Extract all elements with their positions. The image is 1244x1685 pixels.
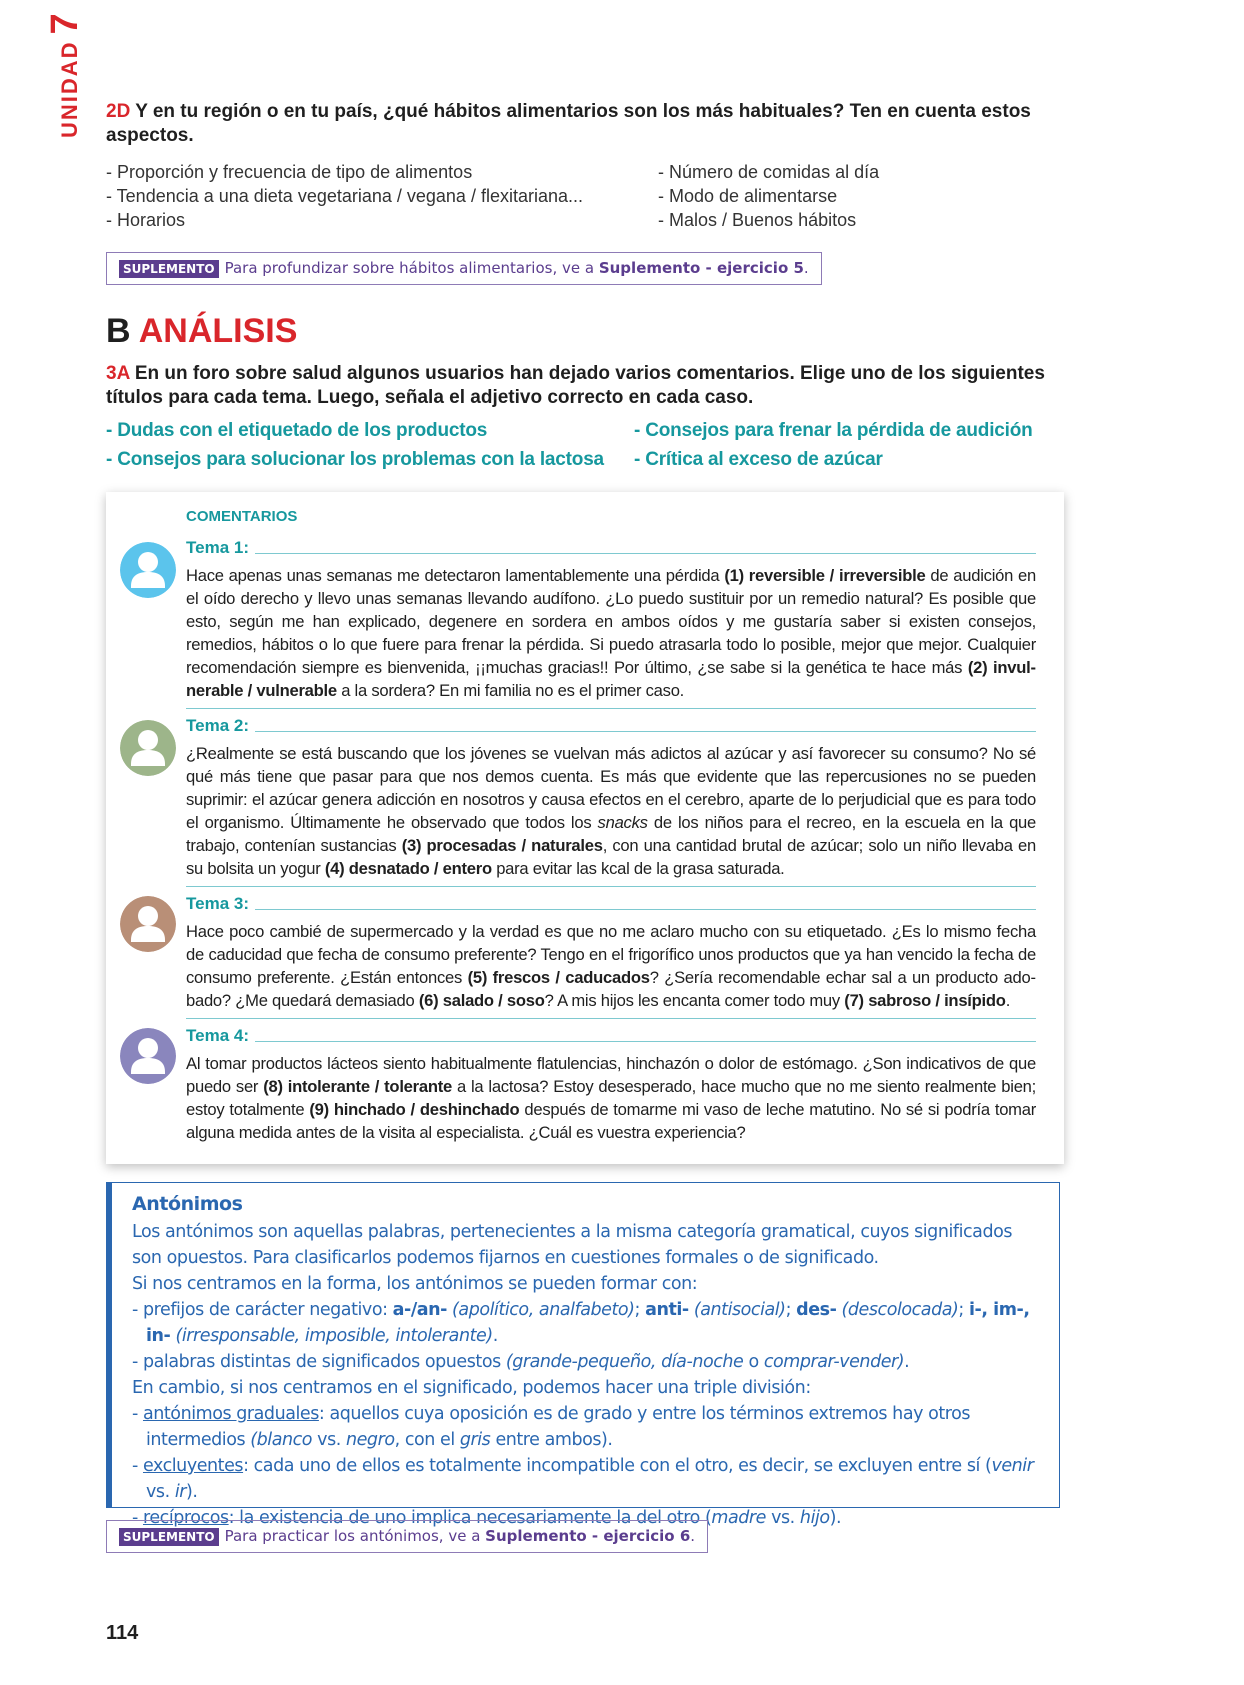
section-b-title [106,312,297,351]
unit-number: 7 [44,13,86,35]
topic-option: - Crítica al exceso de azúcar [634,449,883,470]
tema-label: Tema 1: [186,538,249,557]
comment-tema-4 [186,1024,1036,1144]
divider [186,886,1036,887]
adjective-choice[interactable]: (3) procesadas / naturales [401,836,603,855]
section-word: ANÁLISIS [138,312,298,350]
antonyms-list-item: - palabras distintas de significados opuestos (grande-pequeño, día-noche o comprar-vender). [132,1352,910,1372]
question-number: 3A [106,363,130,384]
adjective-choice[interactable]: (7) sabroso / insípido [844,991,1006,1010]
user-avatar-icon [120,1028,176,1084]
supplement-badge: SUPLEMENTO [119,1528,219,1546]
aspects-right [658,160,879,232]
answer-line[interactable] [255,909,1036,910]
adjective-choice[interactable]: (4) desnatado / entero [324,859,492,878]
user-avatar-icon [120,542,176,598]
supplement-box-2[interactable] [106,1520,708,1553]
aspect-item: - Horarios [106,210,186,230]
topic-option: - Consejos para frenar la pérdida de audición [634,420,1033,441]
aspect-item: - Proporción y frecuencia de tipo de alimentos [106,162,473,182]
user-avatar-icon [120,720,176,776]
supplement-end: . [690,1527,696,1545]
comment-text: ¿Realmente se está buscando que los jóvenes se vuelvan más adictos al azúcar y así favorecer su consumo? No sé qué más tiene que pasar para que nos demos cuenta. Es más que evidente que las repercusiones no se pueden suprimir: el azúcar genera adicción en nosotros y causa efectos en el cerebro, aparte de lo perjudicial que es para todo el organismo. Últimamente he observado que todos los snacks de los niños para el recreo, en la escuela en la que trabajo, contenían sustancias (3) procesadas / naturales, con una cantidad brutal de azúcar; solo un niño llevaba en su bolsita un yogur (4) desnatado / entero para evitar las kcal de la grasa saturada. [186,744,1037,878]
supplement-text: Para profundizar sobre hábitos alimentarios, ve a [224,259,599,277]
topic-option: - Dudas con el etiquetado de los productos [106,420,488,441]
question-text: Y en tu región o en tu país, ¿qué hábitos alimentarios son los más habituales? Ten en cuenta estos aspectos. [106,101,1031,146]
comment-text: Al tomar productos lácteos siento habitualmente flatulencias, hinchazón o dolor de estómago. ¿Son indicativos de que puedo ser (8) intolerante / tolerante a la lactosa? Estoy desesperado, hace mucho que no me siento realmente bien; estoy totalmente (9) hinchado / deshinchado después de tomarme mi vaso de leche matutino. No sé si podría tomar alguna medida antes de la visita al especialista. ¿Cuál es vuestra experiencia? [186,1054,1037,1142]
comment-tema-2 [186,714,1036,880]
adjective-choice[interactable]: (2) invulnerable / vulnerable [186,658,1036,700]
antonyms-list-item: - prefijos de carácter negativo: a-/an- (apolítico, analfabeto); anti- (antisocial); des- (descolocada); i-, im-, in- (irresponsable, imposible, intolerante). [132,1300,1030,1346]
unit-label [44,13,87,138]
page-number: 114 [106,1622,139,1644]
answer-line[interactable] [255,1041,1036,1042]
question-number: 2D [106,101,131,122]
comment-text: Hace poco cambié de supermercado y la verdad es que no me aclaro mucho con su etiquetado. ¿Es lo mismo fecha de caducidad que fecha de consumo preferente? Tengo en el frigorífico unos productos que ya han vencido la fecha de consumo preferente. ¿Están entonces (5) frescos / caducados? ¿Sería recomendable echar sal a un producto adobado? ¿Me quedará demasiado (6) salado / soso? A mis hijos les encanta comer todo muy (7) sabroso / insípido. [186,922,1036,1010]
section-letter: B [106,312,131,350]
antonyms-paragraph: En cambio, si nos centramos en el significado, podemos hacer una triple división: [132,1378,811,1398]
tema-label: Tema 3: [186,894,249,913]
antonyms-paragraph: Si nos centramos en la forma, los antónimos se pueden formar con: [132,1274,698,1294]
topic-option: - Consejos para solucionar los problemas con la lactosa [106,449,604,470]
unit-tab [22,13,86,158]
adjective-choice[interactable]: (8) intolerante / tolerante [263,1077,452,1096]
aspect-item: - Número de comidas al día [658,162,880,182]
aspect-item: - Modo de alimentarse [658,186,838,206]
antonyms-title: Antónimos [132,1193,243,1215]
adjective-choice[interactable]: (9) hinchado / deshinchado [309,1100,520,1119]
comments-header: COMENTARIOS [186,508,298,525]
adjective-choice[interactable]: (6) salado / soso [418,991,545,1010]
question-2d-title [106,100,1056,148]
question-2d [106,100,1056,148]
supplement-badge: SUPLEMENTO [119,260,219,278]
aspects-left [106,160,583,232]
unit-word: UNIDAD [57,40,82,138]
question-3a [106,362,1056,410]
supplement-box-1[interactable] [106,252,822,285]
tema-heading [186,714,1036,736]
supplement-link[interactable]: Suplemento - ejercicio 5 [598,259,804,277]
adjective-choice[interactable]: (5) frescos / caducados [467,968,650,987]
divider [186,708,1036,709]
answer-line[interactable] [255,731,1036,732]
tema-label: Tema 4: [186,1026,249,1045]
comment-text: Hace apenas unas semanas me detectaron lamentablemente una pérdida (1) reversible / irreversible de audición en el oído derecho y llevo unas semanas llevando audífono. ¿Lo puedo sustituir por un remedio natural? Es posible que esto, según me han explicado, degenere en sordera en ambos oídos y me gustaría saber si existen consejos, remedios, hábitos o lo que fuere para frenar la pérdida. Si puedo atrasarla todo lo posible, mejor que mejor. Cualquier recomendación siempre es bienvenida, ¡¡muchas gracias!! Por último, ¿se sabe si la genética te hace más (2) invulnerable / vulnerable a la sordera? En mi familia no es el primer caso. [186,566,1036,700]
antonyms-list-item: - antónimos graduales: aquellos cuya oposición es de grado y entre los términos extremos hay otros intermedios (blanco vs. negro, con el gris entre ambos). [132,1404,971,1450]
tema-heading [186,892,1036,914]
tema-heading [186,536,1036,558]
tema-label: Tema 2: [186,716,249,735]
supplement-end: . [803,259,809,277]
supplement-text: Para practicar los antónimos, ve a [224,1527,486,1545]
user-avatar-icon [120,896,176,952]
comment-tema-1 [186,536,1036,702]
comments-card [106,492,1064,1164]
tema-heading [186,1024,1036,1046]
answer-line[interactable] [255,553,1036,554]
adjective-choice[interactable]: (1) reversible / irreversible [724,566,926,585]
question-3a-title [106,362,1056,410]
supplement-link[interactable]: Suplemento - ejercicio 6 [485,1527,691,1545]
divider [186,1018,1036,1019]
antonyms-list-item: - recíprocos: la existencia de uno implica necesariamente la del otro (madre vs. hijo). [132,1508,842,1528]
antonyms-box [106,1182,1060,1528]
antonyms-paragraph: Los antónimos son aquellas palabras, pertenecientes a la misma categoría gramatical, cuyos significados son opuestos. Para clasificarlos podemos fijarnos en cuestiones formales o de significado. [132,1222,1013,1268]
antonyms-list-item: - excluyentes: cada uno de ellos es totalmente incompatible con el otro, es decir, se excluyen entre sí (venir vs. ir). [132,1456,1034,1502]
aspect-item: - Tendencia a una dieta vegetariana / vegana / flexitariana... [106,186,583,206]
aspect-item: - Malos / Buenos hábitos [658,210,857,230]
comment-tema-3 [186,892,1036,1012]
question-text: En un foro sobre salud algunos usuarios han dejado varios comentarios. Elige uno de los siguientes títulos para cada tema. Luego, señala el adjetivo correcto en cada caso. [106,363,1045,408]
